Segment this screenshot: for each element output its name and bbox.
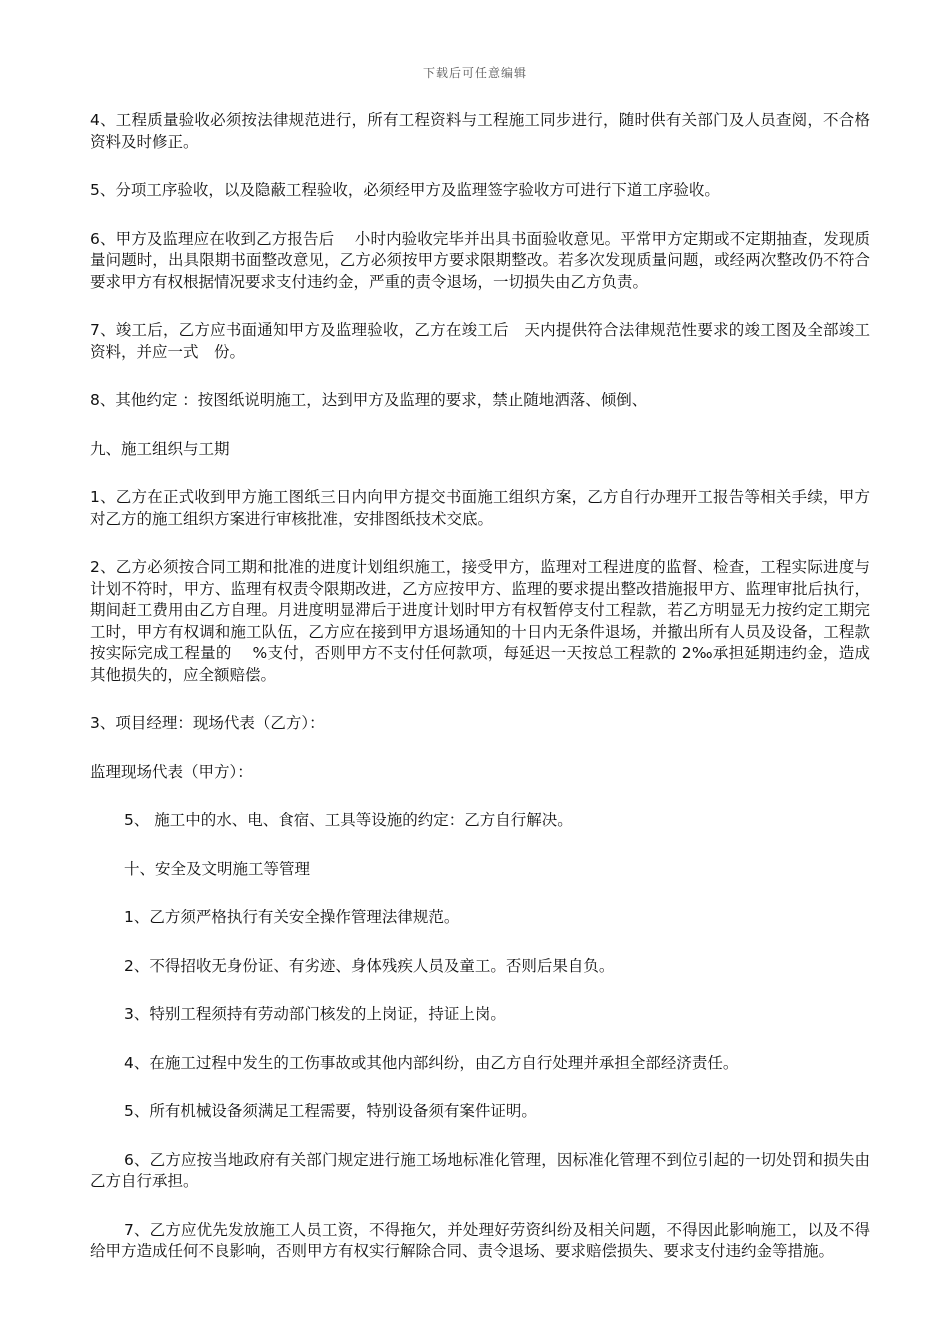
clause-paragraph: 3、特别工程须持有劳动部门核发的上岗证，持证上岗。 <box>124 1005 506 1023</box>
document-body <box>90 110 870 1263</box>
clause-paragraph: 2、乙方必须按合同工期和批准的进度计划组织施工，接受甲方，监理对工程进度的监督、检查，工程实际进度与计划不符时，甲方、监理有权责令限期改进，乙方应按甲方、监理的要求提出整改措施报甲方、监理审批后执行，期间赶工费用由乙方自理。月进度明显滞后于进度计划时甲方有权暂停支付工程款，若乙方明显无力按约定工期完工时，甲方有权调和施工队伍，乙方应在接到甲方退场通知的十日内无条件退场，并撤出所有人员及设备，工程款按实际完成工程量的 %支付，否则甲方不支付任何款项，每延迟一天按总工程款的 2‰承担延期违约金，造成其他损失的，应全额赔偿。 <box>90 558 870 684</box>
page-header: 下载后可任意编辑 <box>422 66 527 80</box>
clause-paragraph: 5、分项工序验收，以及隐蔽工程验收，必须经甲方及监理签字验收方可进行下道工序验收。 <box>90 181 720 199</box>
clause-paragraph: 2、不得招收无身份证、有劣迹、身体残疾人员及童工。否则后果自负。 <box>124 956 615 975</box>
clause-paragraph: 3、项目经理：现场代表（乙方）： <box>90 714 325 732</box>
clause-paragraph: 7、乙方应优先发放施工人员工资，不得拖欠，并处理好劳资纠纷及相关问题，不得因此影响施工，以及不得给甲方造成任何不良影响，否则甲方有权实行解除合同、责令退场、要求赔偿损失、要求支付违约金等措施。 <box>90 1220 870 1260</box>
clause-paragraph: 4、在施工过程中发生的工伤事故或其他内部纠纷，由乙方自行处理并承担全部经济责任。 <box>124 1053 739 1072</box>
clause-paragraph: 7、竣工后，乙方应书面通知甲方及监理验收，乙方在竣工后 天内提供符合法律规范性要求的竣工图及全部竣工资料，并应一式 份。 <box>90 321 870 361</box>
clause-paragraph: 监理现场代表（甲方）： <box>90 762 253 781</box>
clause-paragraph: 4、工程质量验收必须按法律规范进行，所有工程资料与工程施工同步进行，随时供有关部门及人员查阅，不合格资料及时修正。 <box>90 111 870 151</box>
clause-paragraph: 8、其他约定 ：按图纸说明施工，达到甲方及监理的要求，禁止随地洒落、倾倒、 <box>90 391 648 409</box>
clause-paragraph: 6、甲方及监理应在收到乙方报告后 小时内验收完毕并出具书面验收意见。平常甲方定期或不定期抽查，发现质量问题时，出具限期书面整改意见，乙方必须按甲方要求限期整改。若多次发现质量问题，或经两次整改仍不符合要求甲方有权根据情况要求支付违约金，严重的责令退场，一切损失由乙方负责。 <box>90 229 870 291</box>
clause-paragraph: 5、 施工中的水、电、食宿、工具等设施的约定：乙方自行解决。 <box>124 811 573 829</box>
section-heading: 十、安全及文明施工等管理 <box>124 859 311 878</box>
clause-paragraph: 1、乙方在正式收到甲方施工图纸三日内向甲方提交书面施工组织方案，乙方自行办理开工报告等相关手续，甲方对乙方的施工组织方案进行审核批准，安排图纸技术交底。 <box>90 488 870 528</box>
clause-paragraph: 1、乙方须严格执行有关安全操作管理法律规范。 <box>124 908 460 926</box>
clause-paragraph: 5、所有机械设备须满足工程需要，特别设备须有案件证明。 <box>124 1102 537 1120</box>
clause-paragraph: 6、乙方应按当地政府有关部门规定进行施工场地标准化管理，因标准化管理不到位引起的一切处罚和损失由乙方自行承担。 <box>90 1150 870 1190</box>
section-heading: 九、施工组织与工期 <box>90 439 230 458</box>
